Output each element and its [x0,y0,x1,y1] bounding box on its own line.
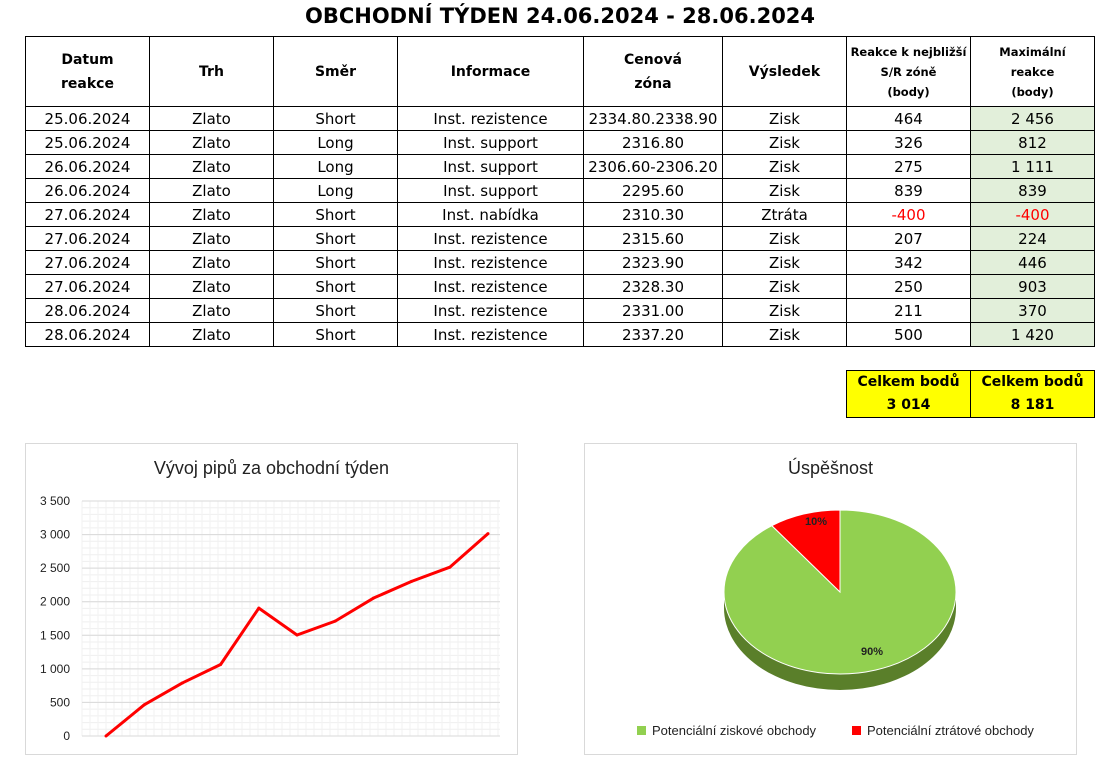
cell-reaction: 839 [847,179,971,203]
cell-date: 27.06.2024 [26,203,150,227]
cell-direction: Long [274,131,398,155]
data-point [296,634,299,637]
cell-result: Zisk [723,227,847,251]
cell-direction: Short [274,299,398,323]
legend-swatch-loss [852,726,861,735]
cell-direction: Short [274,275,398,299]
table-row [26,275,1095,299]
cell-direction: Long [274,179,398,203]
header-reaction-line2: S/R zóně [880,64,937,79]
cell-price: 2316.80 [584,131,723,155]
cell-info: Inst. rezistence [398,107,584,131]
cell-date: 28.06.2024 [26,299,150,323]
header-reaction-line1: Reakce k nejbližší [850,44,967,59]
cell-price: 2295.60 [584,179,723,203]
cell-reaction: 500 [847,323,971,347]
cell-max: 2 456 [971,107,1095,131]
cell-date: 27.06.2024 [26,227,150,251]
cell-info: Inst. support [398,179,584,203]
total-reaction-cell [847,371,971,418]
cell-date: 28.06.2024 [26,323,150,347]
cell-result: Zisk [723,155,847,179]
cell-result: Zisk [723,275,847,299]
cell-direction: Short [274,323,398,347]
cell-market: Zlato [150,299,274,323]
cell-reaction: 342 [847,251,971,275]
total-reaction-label: Celkem bodů [857,374,960,390]
totals-row [847,371,1095,418]
cell-price: 2334.80.2338.90 [584,107,723,131]
legend-label-profit: Potenciální ziskové obchody [652,723,817,738]
header-price [584,37,723,107]
data-point [487,532,490,535]
trades-table [25,36,1095,347]
cell-direction: Long [274,155,398,179]
y-tick-label: 3 500 [39,494,70,508]
cell-reaction: 207 [847,227,971,251]
table-row [26,107,1095,131]
data-point [372,597,375,600]
legend-swatch-profit [637,726,646,735]
cell-info: Inst. support [398,155,584,179]
legend-item-profit [637,723,816,738]
cell-max: 839 [971,179,1095,203]
table-row [26,323,1095,347]
cell-reaction: 326 [847,131,971,155]
cell-price: 2315.60 [584,227,723,251]
cell-max: -400 [971,203,1095,227]
table-row [26,227,1095,251]
cell-reaction: 211 [847,299,971,323]
total-max-value: 8 181 [1010,397,1055,413]
y-tick-label: 2 500 [39,561,70,576]
cell-reaction: -400 [847,203,971,227]
header-price-line2: zóna [634,75,672,92]
data-point [448,566,451,569]
cell-max: 446 [971,251,1095,275]
cell-result: Zisk [723,323,847,347]
legend-label-loss: Potenciální ztrátové obchody [867,723,1034,738]
cell-max: 370 [971,299,1095,323]
header-date-line1: Datum [61,51,114,68]
data-point [410,580,413,583]
cell-market: Zlato [150,251,274,275]
cell-price: 2337.20 [584,323,723,347]
cell-market: Zlato [150,227,274,251]
data-point [181,681,184,684]
page-title: OBCHODNÍ TÝDEN 24.06.2024 - 28.06.2024 [304,4,816,28]
cell-date: 27.06.2024 [26,275,150,299]
cell-result: Zisk [723,251,847,275]
table-row [26,131,1095,155]
y-tick-label: 1 500 [39,628,70,643]
cell-result: Ztráta [723,203,847,227]
data-point [334,620,337,623]
cell-max: 224 [971,227,1095,251]
cell-max: 1 420 [971,323,1095,347]
total-max-cell [971,371,1095,418]
cell-info: Inst. nabídka [398,203,584,227]
y-tick-label: 3 000 [39,527,70,542]
cell-direction: Short [274,251,398,275]
pie-chart-title: Úspěšnost [787,458,874,478]
header-max-line3: (body) [1011,84,1054,99]
table-header-row [26,37,1095,107]
cell-market: Zlato [150,203,274,227]
cell-info: Inst. rezistence [398,323,584,347]
cell-reaction: 250 [847,275,971,299]
header-result: Výsledek [723,37,847,107]
header-max [971,37,1095,107]
cell-direction: Short [274,107,398,131]
cell-price: 2323.90 [584,251,723,275]
header-market: Trh [150,37,274,107]
cell-market: Zlato [150,323,274,347]
header-reaction-line3: (body) [887,84,930,99]
cell-result: Zisk [723,299,847,323]
header-direction: Směr [274,37,398,107]
pie-label-loss: 10% [804,516,828,528]
cell-info: Inst. rezistence [398,227,584,251]
cell-price: 2306.60-2306.20 [584,155,723,179]
cell-date: 27.06.2024 [26,251,150,275]
cell-reaction: 464 [847,107,971,131]
header-reaction [847,37,971,107]
data-point [143,703,146,706]
cell-direction: Short [274,203,398,227]
data-point [219,663,222,666]
cell-market: Zlato [150,107,274,131]
line-chart-title: Vývoj pipů za obchodní týden [153,458,390,478]
header-max-line1: Maximální [999,44,1066,59]
plot-grid [82,501,500,736]
cell-price: 2328.30 [584,275,723,299]
cell-date: 26.06.2024 [26,155,150,179]
cell-market: Zlato [150,131,274,155]
cell-max: 812 [971,131,1095,155]
cell-direction: Short [274,227,398,251]
cell-info: Inst. rezistence [398,251,584,275]
cell-date: 25.06.2024 [26,107,150,131]
cell-info: Inst. support [398,131,584,155]
table-row [26,155,1095,179]
totals-table [846,370,1095,418]
y-tick-label: 0 [63,729,70,743]
cell-result: Zisk [723,131,847,155]
total-reaction-value: 3 014 [886,397,931,413]
y-tick-label: 2 000 [39,594,70,609]
y-tick-label: 1 000 [39,661,70,676]
cell-market: Zlato [150,179,274,203]
cell-market: Zlato [150,275,274,299]
header-info: Informace [398,37,584,107]
header-max-line2: reakce [1010,64,1055,79]
cell-result: Zisk [723,179,847,203]
pie-chart-panel[interactable] [584,443,1077,755]
legend-item-loss [852,723,1034,738]
total-max-label: Celkem bodů [981,374,1084,390]
line-chart-panel[interactable] [25,443,518,755]
cell-info: Inst. rezistence [398,275,584,299]
table-row [26,179,1095,203]
pie-label-profit: 90% [860,646,884,658]
cell-result: Zisk [723,107,847,131]
cell-market: Zlato [150,155,274,179]
line-chart [26,444,517,754]
cell-max: 1 111 [971,155,1095,179]
table-row [26,251,1095,275]
cell-price: 2331.00 [584,299,723,323]
cell-price: 2310.30 [584,203,723,227]
table-row [26,299,1095,323]
cell-max: 903 [971,275,1095,299]
pie-chart [585,444,1076,754]
cell-date: 25.06.2024 [26,131,150,155]
cell-info: Inst. rezistence [398,299,584,323]
data-point [257,607,260,610]
data-point [105,735,108,738]
cell-date: 26.06.2024 [26,179,150,203]
header-date [26,37,150,107]
header-price-line1: Cenová [624,51,682,68]
cell-reaction: 275 [847,155,971,179]
header-date-line2: reakce [61,75,114,92]
y-tick-label: 500 [49,695,70,710]
table-row [26,203,1095,227]
